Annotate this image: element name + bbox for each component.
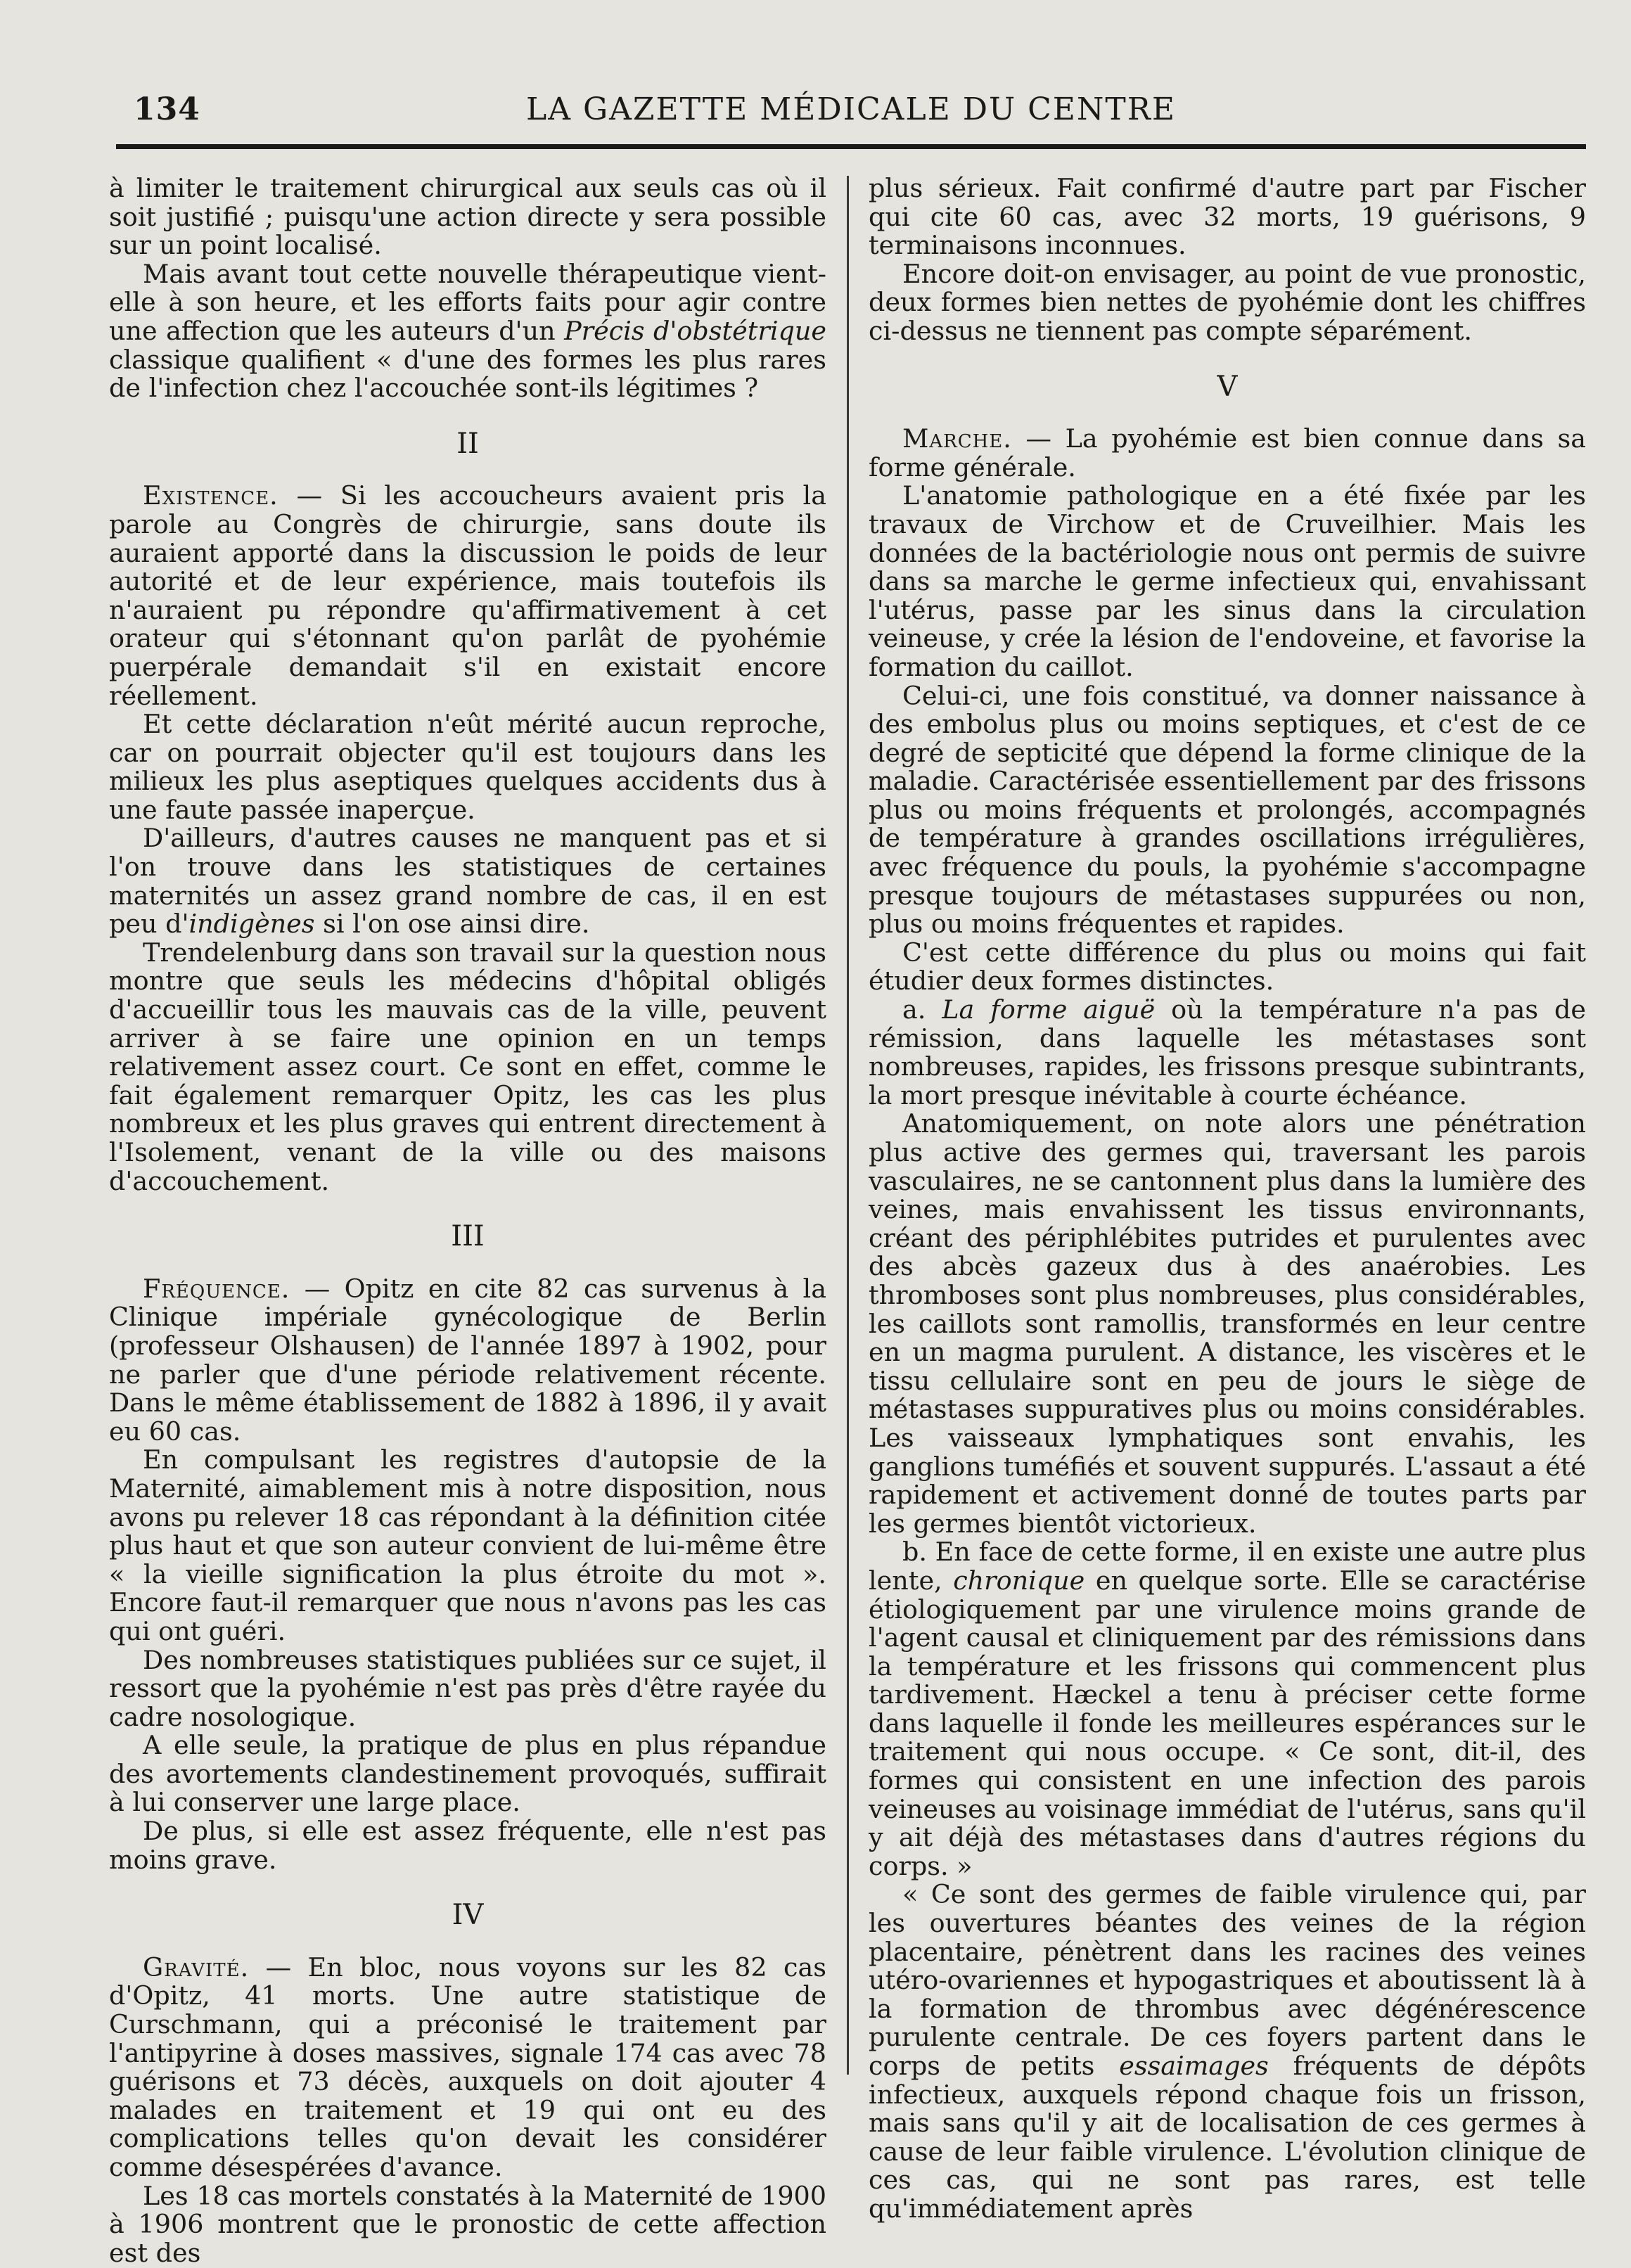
paragraph: Fréquence. — Opitz en cite 82 cas survenus à la Clinique impériale gynécologique de Berlin (professeur Olshausen) de l'année 1897 à 1902, pour ne parler que d'une période relativement récente. Dans le même établissement de 1882 à 1896, il y avait eu 60 cas. — [109, 1273, 826, 1447]
paragraph: à limiter le traitement chirurgical aux seuls cas où il soit justifié ; puisqu'une action directe y sera possible sur un point localisé. — [109, 173, 826, 261]
paragraph: b. En face de cette forme, il en existe une autre plus lente, chronique en quelque sorte. Elle se caractérise étiologiquement par une virulence moins grande de l'agent causal et cliniquement par des rémissions dans la température et les frissons qui commencent plus tardivement. Hæckel a tenu à préciser cette forme dans laquelle il fonde les meilleures espérances sur le traitement qui nous occupe. « Ce sont, dit-il, des formes qui consistent en une infection des parois veineuses au voisinage immédiat de l'utérus, sans qu'il y ait déjà des métastases dans d'autres régions du corps. » — [869, 1537, 1586, 1881]
paragraph: Trendelenburg dans son travail sur la question nous montre que seuls les médecins d'hôpital obligés d'accueillir tous les mauvais cas de la ville, peuvent arriver à se faire une opinion en un temps relativement assez court. Ce sont en effet, comme le fait également remarquer Opitz, les cas les plus nombreux et les plus graves qui entrent directement à l'Isolement, venant de la ville ou des maisons d'accouchement. — [109, 937, 826, 1196]
paragraph: « Ce sont des germes de faible virulence qui, par les ouvertures béantes des veines de la région placentaire, pénètrent dans les racines des veines utéro-ovariennes et hypogastriques et aboutissent là à la formation de thrombus avec dégénérescence purulente centrale. De ces foyers partent dans le corps de petits essaimages fréquents de dépôts infectieux, auxquels répond chaque fois un frisson, mais sans qu'il y ait de localisation de ces germes à cause de leur faible virulence. L'évolution clinique de ces cas, qui ne sont pas rares, est telle qu'immédiatement après — [869, 1879, 1586, 2224]
page-header — [120, 91, 1582, 134]
paragraph: D'ailleurs, d'autres causes ne manquent pas et si l'on trouve dans les statistiques de certaines maternités un assez grand nombre de cas, il en est peu d'indigènes si l'on ose ainsi dire. — [109, 823, 826, 940]
left-column — [109, 174, 826, 2267]
run-in-heading: Fréquence. — [143, 1273, 290, 1304]
paragraph: Les 18 cas mortels constatés à la Maternité de 1900 à 1906 montrent que le pronostic de cette affection est des — [109, 2180, 826, 2268]
run-in-heading: Existence. — [143, 480, 279, 511]
paragraph: Mais avant tout cette nouvelle thérapeutique vient-elle à son heure, et les efforts faits pour agir contre une affection que les auteurs d'un Précis d'obstétrique classique qualifient « d'une des formes les plus rares de l'infection chez l'accouchée sont-ils légitimes ? — [109, 258, 826, 404]
run-in-heading: Gravité. — [143, 1952, 250, 1982]
column-divider — [847, 176, 849, 2075]
paragraph: Des nombreuses statistiques publiées sur ce sujet, il ressort que la pyohémie n'est pas près d'être rayée du cadre nosologique. — [109, 1644, 826, 1732]
paragraph: Et cette déclaration n'eût mérité aucun reproche, car on pourrait objecter qu'il est toujours dans les milieux les plus aseptiques quelques accidents dus à une faute passée inaperçue. — [109, 709, 826, 825]
paragraph: En compulsant les registres d'autopsie de la Maternité, aimablement mis à notre disposition, nous avons pu relever 18 cas répondant à la définition citée plus haut et que son auteur convient de lui-même être « la vieille signification la plus étroite du mot ». Encore faut-il remarquer que nous n'avons pas les cas qui ont guéri. — [109, 1444, 826, 1646]
header-rule — [116, 144, 1586, 149]
section-heading: III — [451, 1220, 485, 1253]
paragraph: plus sérieux. Fait confirmé d'autre part par Fischer qui cite 60 cas, avec 32 morts, 19 guérisons, 9 terminaisons inconnues. — [869, 173, 1586, 261]
paragraph: Existence. — Si les accoucheurs avaient pris la parole au Congrès de chirurgie, sans doute ils auraient apporté dans la discussion le poids de leur autorité et de leur expérience, mais toutefois ils n'auraient pu répondre qu'affirmativement à cet orateur qui s'étonnant qu'on parlât de pyohémie puerpérale demandait s'il en existait encore réellement. — [109, 480, 826, 711]
section-heading: II — [456, 427, 479, 460]
section-heading: V — [1217, 370, 1238, 403]
paragraph: A elle seule, la pratique de plus en plus répandue des avortements clandestinement provoqués, suffirait à lui conserver une large place. — [109, 1730, 826, 1818]
paragraph: C'est cette différence du plus ou moins qui fait étudier deux formes distinctes. — [869, 937, 1586, 997]
section-heading: IV — [452, 1899, 484, 1932]
page-number: 134 — [134, 91, 200, 127]
paragraph: Anatomiquement, on note alors une pénétration plus active des germes qui, traversant les parois vasculaires, ne se cantonnent plus dans la lumière des veines, mais envahissent les tissus environnants, créant des périphlébites putrides et purulentes avec des abcès gazeux dus à des anaérobies. Les thromboses sont plus nombreuses, plus considérables, les caillots sont ramollis, transformés en leur centre en un magma purulent. A distance, les viscères et le tissu cellulaire sont en peu de jours le siège de métastases suppuratives plus ou moins considérables. Les vaisseaux lymphatiques sont envahis, les ganglions tuméfiés et souvent suppurés. L'assaut a été rapidement et activement donné de toutes parts par les germes bientôt victorieux. — [869, 1108, 1586, 1539]
paragraph: L'anatomie pathologique en a été fixée par les travaux de Virchow et de Cruveilhier. Mais les données de la bactériologie nous ont permis de suivre dans sa marche le germe infectieux qui, envahissant l'utérus, passe par les sinus dans la circulation veineuse, y crée la lésion de l'endoveine, et favorise la formation du caillot. — [869, 480, 1586, 682]
run-in-heading: Marche. — [902, 423, 1012, 454]
paragraph: Gravité. — En bloc, nous voyons sur les 82 cas d'Opitz, 41 morts. Une autre statistique de Curschmann, qui a préconisé le traitement par l'antipyrine à doses massives, signale 174 cas avec 78 guérisons et 73 décès, auxquels on doit ajouter 4 malades en traitement et 19 qui ont eu des complications telles qu'on devait les considérer comme désespérées d'avance. — [109, 1952, 826, 2182]
journal-title: LA GAZETTE MÉDICALE DU CENTRE — [525, 91, 1177, 127]
paragraph: Celui-ci, une fois constitué, va donner naissance à des embolus plus ou moins septiques, et c'est de ce degré de septicité que dépend la forme clinique de la maladie. Caractérisée essentiellement par des frissons plus ou moins fréquents et prolongés, accompagnés de température à grandes oscillations irrégulières, avec fréquence du pouls, la pyohémie s'accompagne presque toujours de métastases suppurées ou non, plus ou moins fréquentes et rapides. — [869, 680, 1586, 940]
right-column — [869, 174, 1586, 2224]
paragraph: De plus, si elle est assez fréquente, elle n'est pas moins grave. — [109, 1816, 826, 1875]
paragraph: a. La forme aiguë où la température n'a pas de rémission, dans laquelle les métastases sont nombreuses, rapides, les frissons presque subintrants, la mort presque inévitable à courte échéance. — [869, 994, 1586, 1110]
paragraph: Marche. — La pyohémie est bien connue dans sa forme générale. — [869, 423, 1586, 482]
paragraph: Encore doit-on envisager, au point de vue pronostic, deux formes bien nettes de pyohémie dont les chiffres ci-dessus ne tiennent pas compte séparément. — [869, 258, 1586, 346]
